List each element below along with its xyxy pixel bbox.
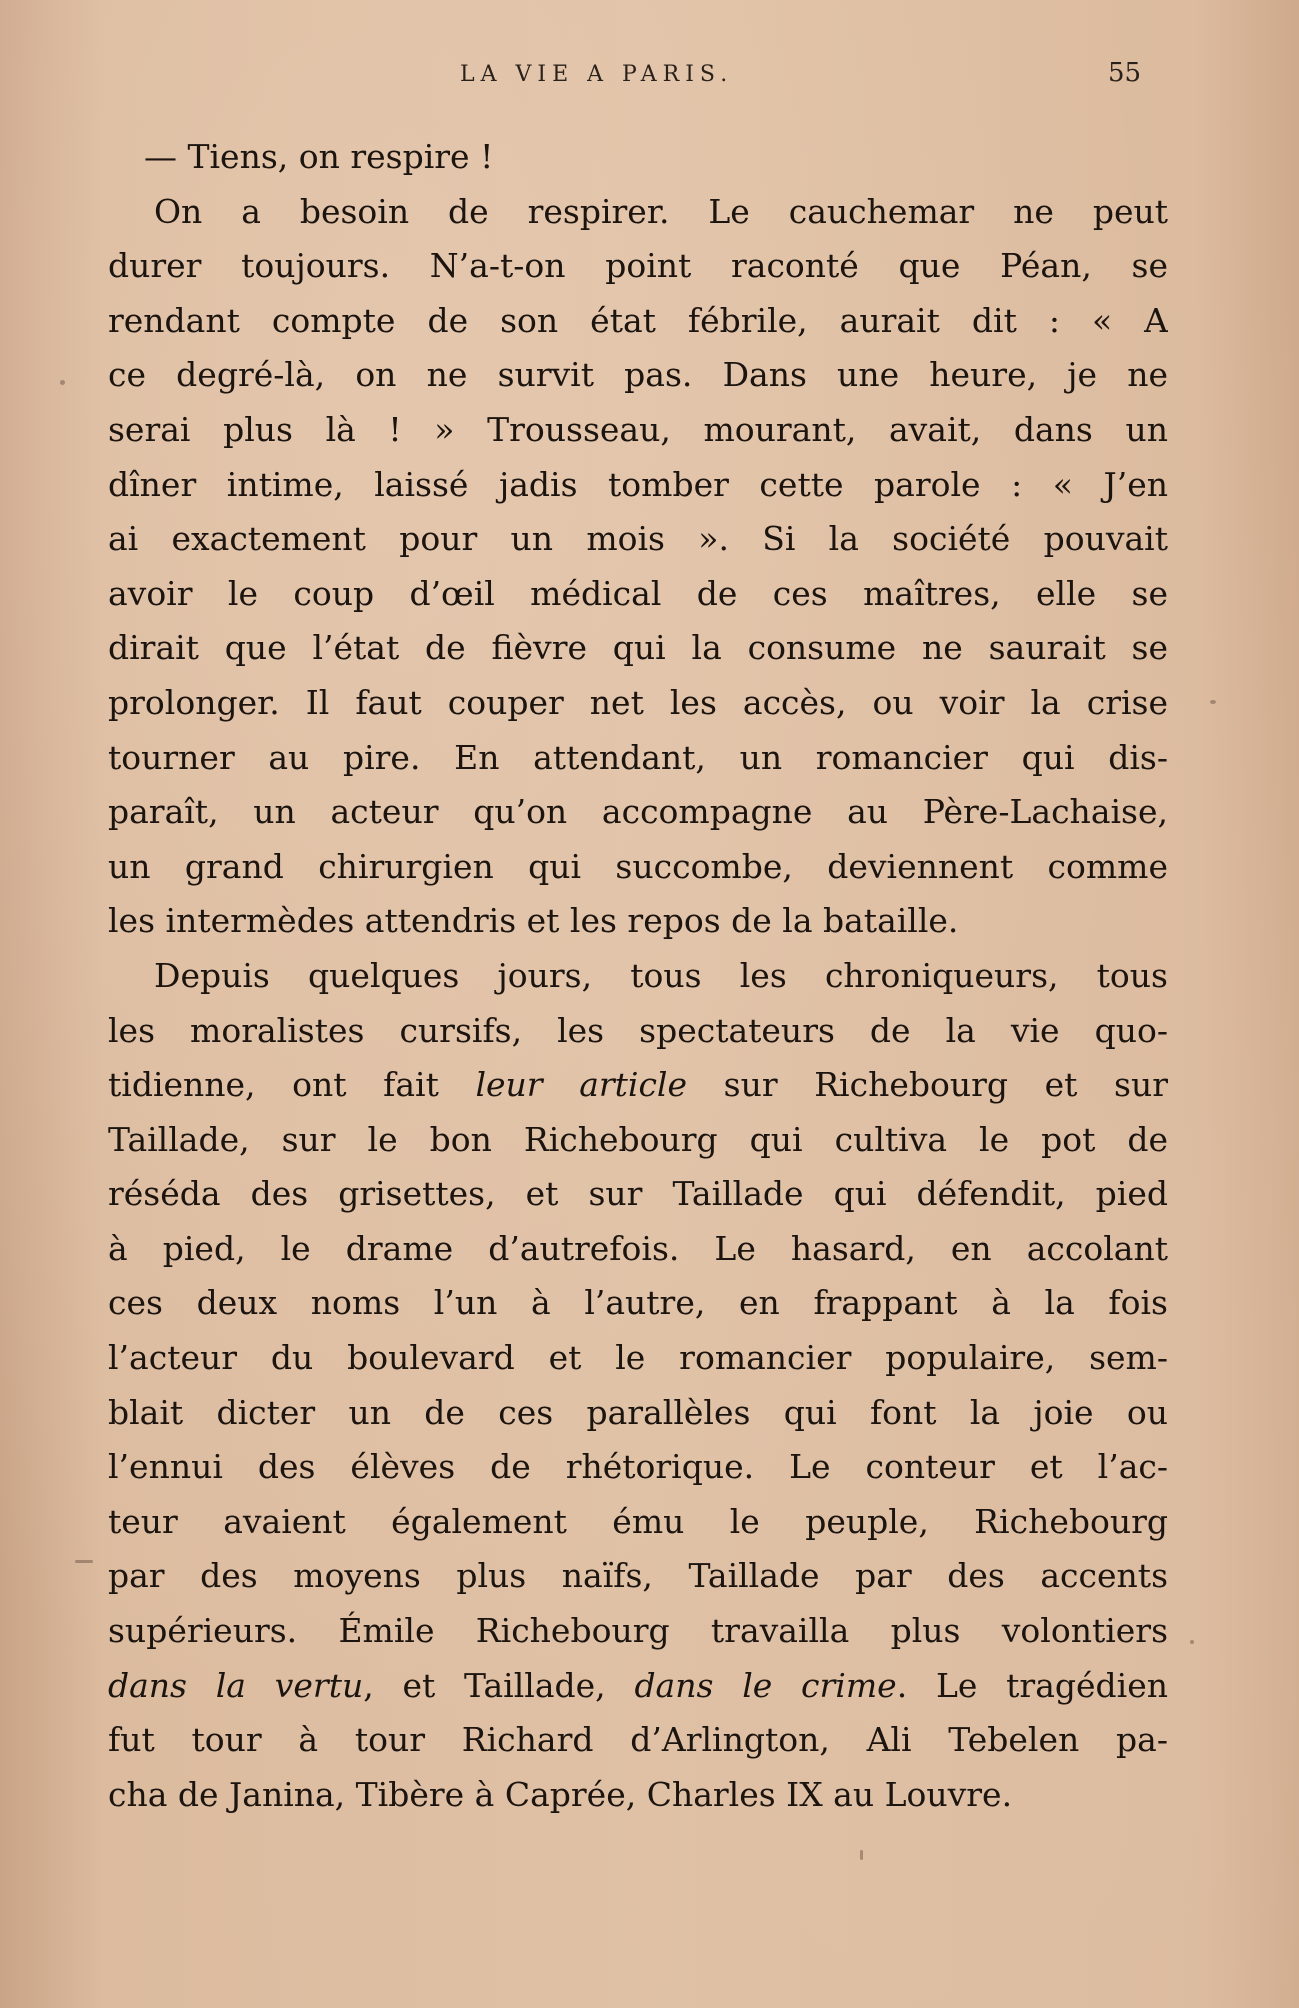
text-line: Taillade, sur le bon Richebourg qui cultiva le pot de: [108, 1119, 1168, 1159]
text-segment: . Le tragédien: [896, 1665, 1168, 1705]
text-line: un grand chirurgien qui succombe, deviennent comme: [108, 846, 1168, 886]
page-number: 55: [1108, 58, 1142, 88]
text-line: réséda des grisettes, et sur Taillade qui défendit, pied: [108, 1174, 1168, 1214]
text-line: supérieurs. Émile Richebourg travailla plus volontiers: [108, 1611, 1168, 1651]
text-line: ce degré-là, on ne survit pas. Dans une heure, je ne: [108, 355, 1168, 395]
text-line: rendant compte de son état fébrile, aurait dit : « A: [108, 300, 1168, 340]
text-segment: sur Richebourg et sur: [723, 1065, 1168, 1105]
text-line: ai exactement pour un mois ». Si la société pouvait: [108, 519, 1168, 559]
paper-speck: [1210, 700, 1216, 704]
paper-speck: [60, 380, 65, 385]
text-line-with-italic: [108, 1659, 1168, 1714]
text-line: tourner au pire. En attendant, un romancier qui dis-: [108, 737, 1168, 777]
paper-speck: [860, 1850, 863, 1860]
text-line-with-italic: [108, 1058, 1168, 1113]
text-line: les moralistes cursifs, les spectateurs de la vie quo-: [108, 1010, 1168, 1050]
body-text: [108, 130, 1168, 1822]
italic-segment: dans la vertu: [108, 1665, 364, 1705]
text-line: l’ennui des élèves de rhétorique. Le conteur et l’ac-: [108, 1447, 1168, 1487]
text-line: fut tour à tour Richard d’Arlington, Ali Tebelen pa-: [108, 1720, 1168, 1760]
text-line: l’acteur du boulevard et le romancier populaire, sem-: [108, 1338, 1168, 1378]
paper-speck: [1190, 1640, 1194, 1644]
text-line: dîner intime, laissé jadis tomber cette parole : « J’en: [108, 464, 1168, 504]
text-segment: , et Taillade,: [363, 1665, 606, 1705]
italic-segment: leur article: [475, 1065, 688, 1105]
text-line: durer toujours. N’a-t-on point raconté que Péan, se: [108, 246, 1168, 286]
text-line: — Tiens, on respire !: [144, 137, 494, 176]
text-line: paraît, un acteur qu’on accompagne au Père-Lachaise,: [108, 792, 1168, 832]
text-line: par des moyens plus naïfs, Taillade par des accents: [108, 1556, 1168, 1596]
text-segment: tidienne, ont fait: [108, 1065, 439, 1105]
text-line: cha de Janina, Tibère à Caprée, Charles IX au Louvre.: [108, 1774, 1013, 1814]
running-head: LA VIE A PARIS.: [460, 62, 734, 87]
text-line: les intermèdes attendris et les repos de la bataille.: [108, 901, 959, 941]
text-line: prolonger. Il faut couper net les accès, ou voir la crise: [108, 682, 1168, 722]
text-line: blait dicter un de ces parallèles qui font la joie ou: [108, 1392, 1168, 1432]
text-line: Depuis quelques jours, tous les chroniqueurs, tous: [154, 955, 1168, 995]
text-line: serai plus là ! » Trousseau, mourant, avait, dans un: [108, 409, 1168, 449]
text-line: teur avaient également ému le peuple, Richebourg: [108, 1501, 1168, 1541]
text-line: On a besoin de respirer. Le cauchemar ne peut: [154, 191, 1168, 231]
paper-speck: [75, 1560, 93, 1563]
italic-segment: dans le crime: [634, 1665, 897, 1705]
text-line: dirait que l’état de fièvre qui la consume ne saurait se: [108, 628, 1168, 668]
text-line: avoir le coup d’œil médical de ces maîtres, elle se: [108, 573, 1168, 613]
text-line: à pied, le drame d’autrefois. Le hasard, en accolant: [108, 1228, 1168, 1268]
text-line: ces deux noms l’un à l’autre, en frappant à la fois: [108, 1283, 1168, 1323]
